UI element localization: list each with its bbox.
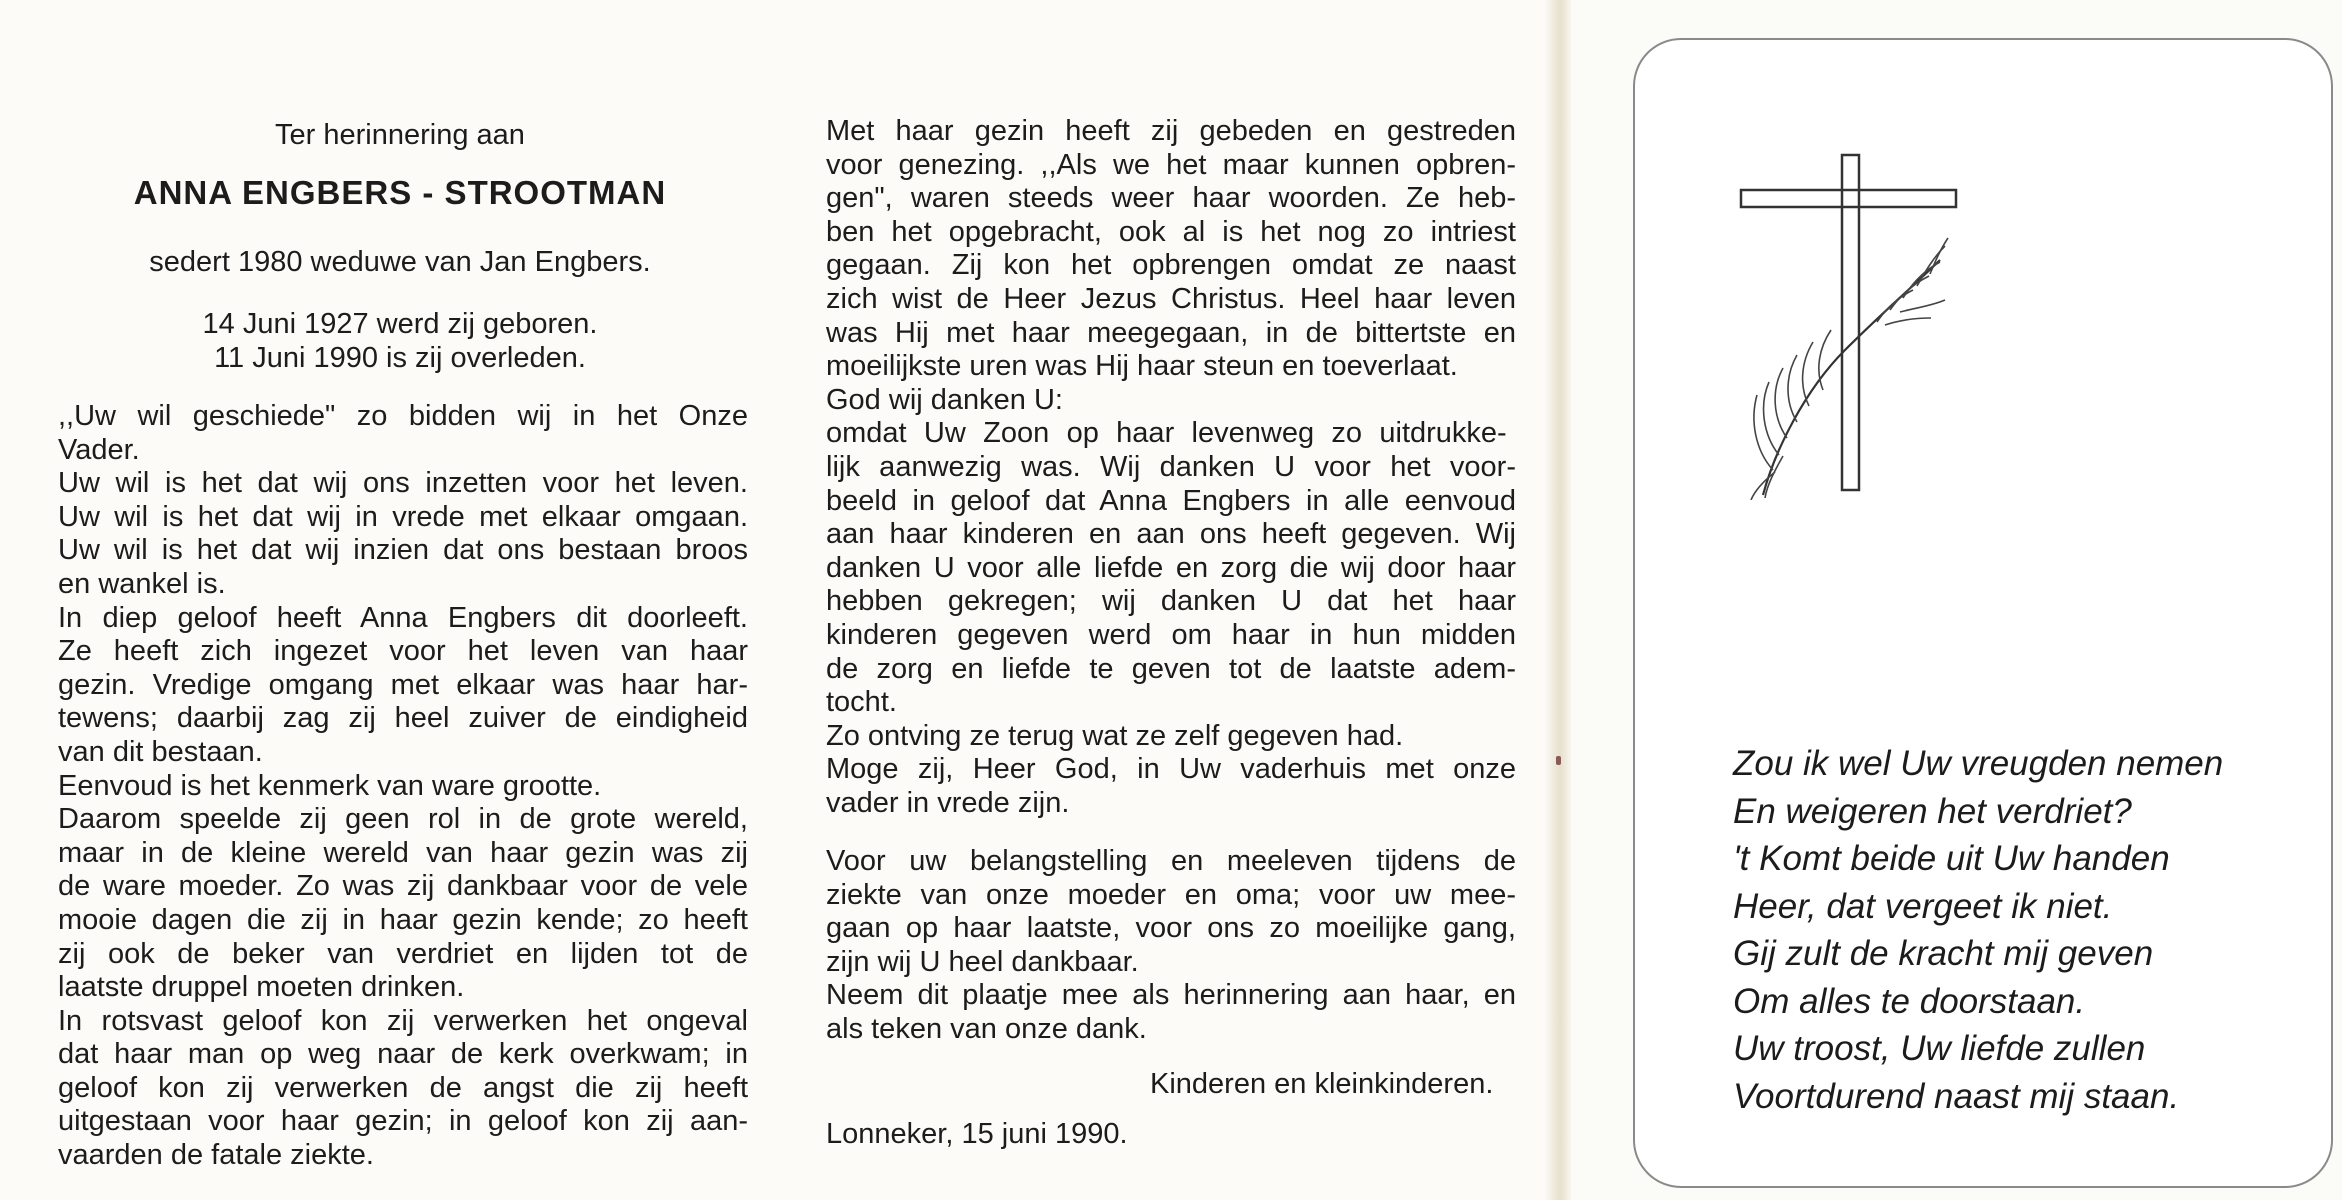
middle-body-line: Met haar gezin heeft zij gebeden en gestreden — [826, 115, 1516, 147]
left-body-line: de ware moeder. Zo was zij dankbaar voor de vele — [58, 870, 748, 903]
left-body-line: Uw wil is het dat wij inzien dat ons bestaan broos — [58, 534, 748, 567]
left-body-line: vaarden de fatale ziekte. — [58, 1139, 374, 1172]
left-body-line: geloof kon zij verwerken de angst die zij heeft — [58, 1071, 748, 1104]
paper-speck — [1556, 756, 1561, 765]
place-date: Lonneker, 15 juni 1990. — [826, 1118, 1128, 1150]
poem-line: Zou ik wel Uw vreugden nemen — [1733, 744, 2224, 783]
left-body-line: mooie dagen die zij in haar gezin kende; zo heeft — [58, 903, 748, 936]
middle-body-line: kinderen gegeven werd om haar in hun midden — [826, 618, 1516, 651]
middle-body-line: was Hij met haar meegegaan, in de bittertste en — [826, 316, 1516, 349]
thanks-line: gaan op haar laatste, voor ons zo moeilijke gang, — [826, 912, 1516, 945]
left-body-line: zij ook de beker van verdriet en lijden tot de — [58, 937, 748, 970]
left-body-line: Vader. — [58, 433, 140, 466]
signature: Kinderen en kleinkinderen. — [1150, 1068, 1494, 1100]
poem — [1733, 740, 2293, 1120]
middle-body-line: zich wist de Heer Jezus Christus. Heel haar leven — [826, 282, 1516, 315]
left-body-line: Uw wil is het dat wij in vrede met elkaar omgaan. — [58, 500, 748, 533]
intro-text: Ter herinnering aan — [275, 119, 525, 151]
middle-body-line: danken U voor alle liefde en zorg die wij door haar — [826, 551, 1516, 584]
poem-line: Om alles te doorstaan. — [1733, 981, 2086, 1021]
middle-body-line: de zorg en liefde te geven tot de laatste adem- — [826, 652, 1516, 685]
poem-line: Uw troost, Uw liefde zullen — [1733, 1029, 2146, 1068]
poem-line: Heer, dat vergeet ik niet. — [1733, 886, 2113, 926]
poem-line: 't Komt beide uit Uw handen — [1733, 839, 2170, 878]
left-body-line: ,,Uw wil geschiede" zo bidden wij in het Onze — [58, 400, 748, 432]
middle-body-line: Zo ontving ze terug wat ze zelf gegeven had. — [826, 719, 1404, 752]
middle-body-line: voor genezing. ,,Als we het maar kunnen opbren- — [826, 148, 1516, 181]
left-body-line: Ze heeft zich ingezet voor het leven van haar — [58, 635, 748, 668]
middle-body-line: omdat Uw Zoon op haar levenweg zo uitdrukke- — [826, 417, 1507, 450]
left-body-text — [58, 400, 748, 1173]
left-body-line: Daarom speelde zij geen rol in de grote wereld, — [58, 803, 748, 836]
left-body-line: laatste druppel moeten drinken. — [58, 971, 465, 1004]
thanks-line: Voor uw belangstelling en meeleven tijdens de — [826, 845, 1516, 877]
middle-body-line: beeld in geloof dat Anna Engbers in alle eenvoud — [826, 484, 1516, 517]
poem-line: Gij zult de kracht mij geven — [1733, 934, 2154, 973]
middle-body-line: vader in vrede zijn. — [826, 786, 1070, 819]
left-body-line: maar in de kleine wereld van haar gezin was zij — [58, 836, 748, 869]
left-body-line: van dit bestaan. — [58, 735, 263, 768]
poem-line: Voortdurend naast mij staan. — [1733, 1076, 2180, 1116]
card-fold — [1545, 0, 1571, 1200]
thanks-line: als teken van onze dank. — [826, 1012, 1147, 1045]
middle-body-line: lijk aanwezig was. Wij danken U voor het voor- — [826, 450, 1516, 483]
thanks-line: zijn wij U heel dankbaar. — [826, 945, 1139, 978]
poem-line: En weigeren het verdriet? — [1733, 791, 2132, 831]
left-body-line: In diep geloof heeft Anna Engbers dit doorleeft. — [58, 601, 748, 634]
widow-line: sedert 1980 weduwe van Jan Engbers. — [149, 246, 651, 278]
thanks-line: ziekte van onze moeder en oma; voor uw mee- — [826, 878, 1516, 911]
middle-body-text — [826, 115, 1516, 820]
middle-body-line: tocht. — [826, 686, 897, 719]
middle-body-line: aan haar kinderen en aan ons heeft gegeven. Wij — [826, 518, 1516, 551]
left-body-line: uitgestaan voor haar gezin; in geloof kon zij aan- — [58, 1105, 748, 1138]
left-body-line: en wankel is. — [58, 567, 226, 600]
left-body-line: In rotsvast geloof kon zij verwerken het ongeval — [58, 1004, 748, 1037]
thanks-line: Neem dit plaatje mee als herinnering aan haar, en — [826, 979, 1516, 1012]
middle-body-line: gen", waren steeds weer haar woorden. Ze heb- — [826, 182, 1516, 215]
middle-body-line: moeilijkste uren was Hij haar steun en toeverlaat. — [826, 350, 1458, 383]
thanks-text — [826, 845, 1516, 1047]
middle-body-line: God wij danken U: — [826, 383, 1063, 416]
left-body-line: Uw wil is het dat wij ons inzetten voor het leven. — [58, 467, 748, 500]
middle-body-line: gegaan. Zij kon het opbrengen omdat ze naast — [826, 249, 1516, 282]
middle-body-line: ben het opgebracht, ook al is het nog zo intriest — [826, 215, 1516, 248]
middle-body-line: hebben gekregen; wij danken U dat het haar — [826, 585, 1516, 618]
cross-icon — [1735, 150, 1965, 500]
left-body-line: dat haar man op weg naar de kerk overkwam; in — [58, 1038, 748, 1071]
middle-body-line: Moge zij, Heer God, in Uw vaderhuis met onze — [826, 753, 1516, 786]
deceased-name: ANNA ENGBERS - STROOTMAN — [133, 174, 667, 211]
death-line: 11 Juni 1990 is zij overleden. — [214, 342, 586, 374]
left-body-line: Eenvoud is het kenmerk van ware grootte. — [58, 769, 602, 802]
left-body-line: gezin. Vredige omgang met elkaar was haar har- — [58, 668, 748, 701]
birth-line: 14 Juni 1927 werd zij geboren. — [202, 308, 598, 340]
left-body-line: tewens; daarbij zag zij heel zuiver de eindigheid — [58, 702, 748, 735]
